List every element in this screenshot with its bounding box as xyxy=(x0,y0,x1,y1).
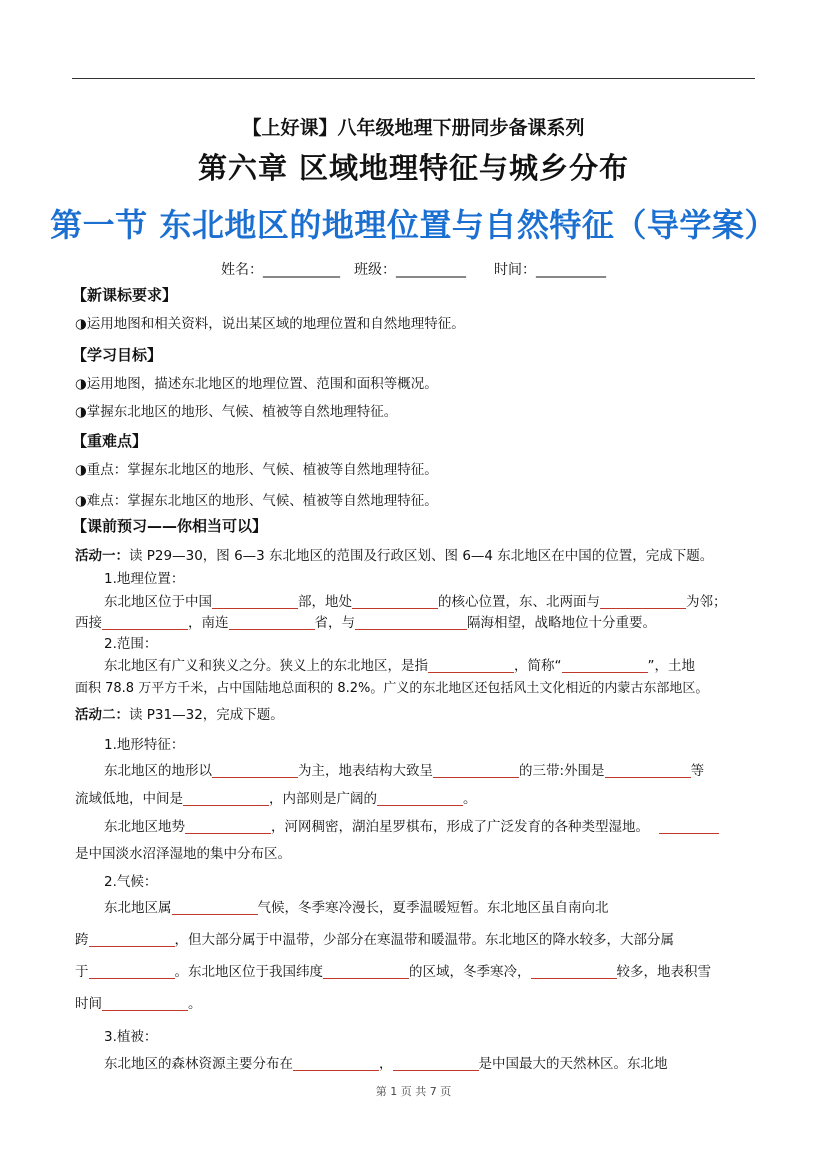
answer-blank[interactable] xyxy=(293,1056,379,1071)
answer-blank[interactable] xyxy=(102,996,188,1011)
subheading-climate: 2.气候： xyxy=(104,874,158,890)
text-run: 为邻； xyxy=(686,594,727,610)
subheading-vegetation: 3.植被： xyxy=(104,1029,158,1045)
answer-blank[interactable] xyxy=(212,594,298,609)
class-label: 班级： xyxy=(354,262,396,278)
goals-heading: 【学习目标】 xyxy=(72,346,163,364)
paragraph-line xyxy=(104,594,727,610)
answer-blank[interactable] xyxy=(89,964,175,979)
text-run: 的区域，冬季寒冷， xyxy=(409,964,531,980)
text-run: ”，土地 xyxy=(647,658,695,674)
key-point-item: ◑重点：掌握东北地区的地形、气候、植被等自然地理特征。 xyxy=(75,462,438,478)
class-field[interactable]: __________ xyxy=(396,262,466,278)
text-run: 等 xyxy=(690,763,705,779)
student-info-row xyxy=(0,259,827,279)
paragraph-line xyxy=(75,615,656,631)
answer-blank[interactable] xyxy=(323,964,409,979)
activity1-text: 读 P29—30，图 6—3 东北地区的范围及行政区划、图 6—4 东北地区在中国的位置，完成下题。 xyxy=(129,548,714,564)
paragraph-line xyxy=(75,932,674,948)
text-run: ，河网稠密，湖泊星罗棋布，形成了广泛发育的各种类型湿地。 xyxy=(271,819,649,835)
text-run: 西接 xyxy=(75,615,102,631)
subheading-terrain: 1.地形特征： xyxy=(104,737,185,753)
paragraph-line xyxy=(75,964,711,980)
activity1-intro xyxy=(75,548,713,564)
difficulty-item: ◑难点：掌握东北地区的地形、气候、植被等自然地理特征。 xyxy=(75,493,438,509)
answer-blank[interactable] xyxy=(562,658,648,673)
activity1-label: 活动一： xyxy=(75,548,129,564)
header-rule xyxy=(72,78,755,79)
text-run: 省，与 xyxy=(314,615,355,631)
section-title: 第一节 东北地区的地理位置与自然特征（导学案） xyxy=(50,206,777,244)
answer-blank[interactable] xyxy=(102,615,188,630)
preview-heading: 【课前预习——你相当可以】 xyxy=(72,517,268,535)
text-run: 流域低地，中间是 xyxy=(75,791,183,807)
text-run: 。 xyxy=(463,791,477,807)
text-run: 东北地区的森林资源主要分布在 xyxy=(104,1056,293,1072)
answer-blank[interactable] xyxy=(393,1056,479,1071)
chapter-title: 第六章 区域地理特征与城乡分布 xyxy=(197,151,630,185)
paragraph-line xyxy=(104,763,704,779)
text-run: 较多，地表积雪 xyxy=(616,964,711,980)
key-points-heading: 【重难点】 xyxy=(72,432,148,450)
text-run: 东北地区位于中国 xyxy=(104,594,212,610)
activity2-text: 读 P31—32，完成下题。 xyxy=(129,707,284,723)
text-run: 是中国最大的天然林区。东北地 xyxy=(478,1056,668,1072)
text-run: 东北地区地势 xyxy=(104,819,185,835)
paragraph-line xyxy=(75,791,477,807)
answer-blank[interactable] xyxy=(531,964,617,979)
text-run: 的三带:外围是 xyxy=(519,763,605,779)
text-run: ，简称“ xyxy=(514,658,562,674)
name-field[interactable]: ___________ xyxy=(263,262,340,278)
answer-blank[interactable] xyxy=(352,594,438,609)
standard-heading: 【新课标要求】 xyxy=(72,286,178,304)
text-run: 隔海相望，战略地位十分重要。 xyxy=(467,615,656,631)
activity2-intro xyxy=(75,707,284,723)
standard-item: ◑运用地图和相关资料，说出某区域的地理位置和自然地理特征。 xyxy=(75,316,465,332)
answer-blank[interactable] xyxy=(89,932,175,947)
paragraph-line xyxy=(75,996,202,1012)
answer-blank[interactable] xyxy=(212,763,298,778)
page-number: 第 1 页 共 7 页 xyxy=(375,1085,452,1098)
text-run: 东北地区有广义和狭义之分。狭义上的东北地区，是指 xyxy=(104,658,428,674)
text-run: 。东北地区位于我国纬度 xyxy=(174,964,323,980)
answer-blank[interactable] xyxy=(229,615,315,630)
text-run: ， xyxy=(379,1056,393,1072)
answer-blank[interactable] xyxy=(600,594,686,609)
name-label: 姓名： xyxy=(221,262,263,278)
paragraph-line xyxy=(104,1056,668,1072)
text-run: ，但大部分属于中温带，少部分在寒温带和暖温带。东北地区的降水较多，大部分属 xyxy=(174,932,674,948)
paragraph-line xyxy=(104,658,695,674)
text-run: ，南连 xyxy=(188,615,229,631)
text-run: 东北地区的地形以 xyxy=(104,763,212,779)
text-run: 东北地区属 xyxy=(104,900,172,916)
text-run: 于 xyxy=(75,964,89,980)
paragraph-line xyxy=(104,819,719,835)
subheading-range: 2.范围： xyxy=(104,636,158,652)
paragraph-line: 是中国淡水沼泽湿地的集中分布区。 xyxy=(75,846,291,862)
subheading-location: 1.地理位置： xyxy=(104,571,185,587)
text-run: 为主，地表结构大致呈 xyxy=(298,763,433,779)
activity2-label: 活动二： xyxy=(75,707,129,723)
text-run: 部，地处 xyxy=(298,594,352,610)
answer-blank[interactable] xyxy=(377,791,463,806)
paragraph-line: 面积 78.8 万平方千米，占中国陆地总面积的 8.2%。广义的东北地区还包括风土文化相近的内蒙古东部地区。 xyxy=(75,681,709,696)
answer-blank[interactable] xyxy=(605,763,691,778)
text-run: 的核心位置，东、北两面与 xyxy=(438,594,600,610)
text-run: ，内部则是广阔的 xyxy=(269,791,377,807)
text-run: 气候，冬季寒冷漫长，夏季温暖短暂。东北地区虽自南向北 xyxy=(257,900,609,916)
answer-blank[interactable] xyxy=(172,900,258,915)
time-label: 时间： xyxy=(494,262,536,278)
answer-blank[interactable] xyxy=(659,819,719,834)
answer-blank[interactable] xyxy=(355,615,467,630)
answer-blank[interactable] xyxy=(183,791,269,806)
time-field[interactable]: __________ xyxy=(536,262,606,278)
answer-blank[interactable] xyxy=(433,763,519,778)
answer-blank[interactable] xyxy=(428,658,514,673)
goal-item: ◑运用地图，描述东北地区的地理位置、范围和面积等概况。 xyxy=(75,376,438,392)
paragraph-line xyxy=(104,900,609,916)
goal-item: ◑掌握东北地区的地形、气候、植被等自然地理特征。 xyxy=(75,404,398,420)
answer-blank[interactable] xyxy=(185,819,271,834)
text-run: 跨 xyxy=(75,932,89,948)
series-title: 【上好课】八年级地理下册同步备课系列 xyxy=(242,117,585,139)
text-run: 。 xyxy=(188,996,202,1012)
text-run: 时间 xyxy=(75,996,102,1012)
